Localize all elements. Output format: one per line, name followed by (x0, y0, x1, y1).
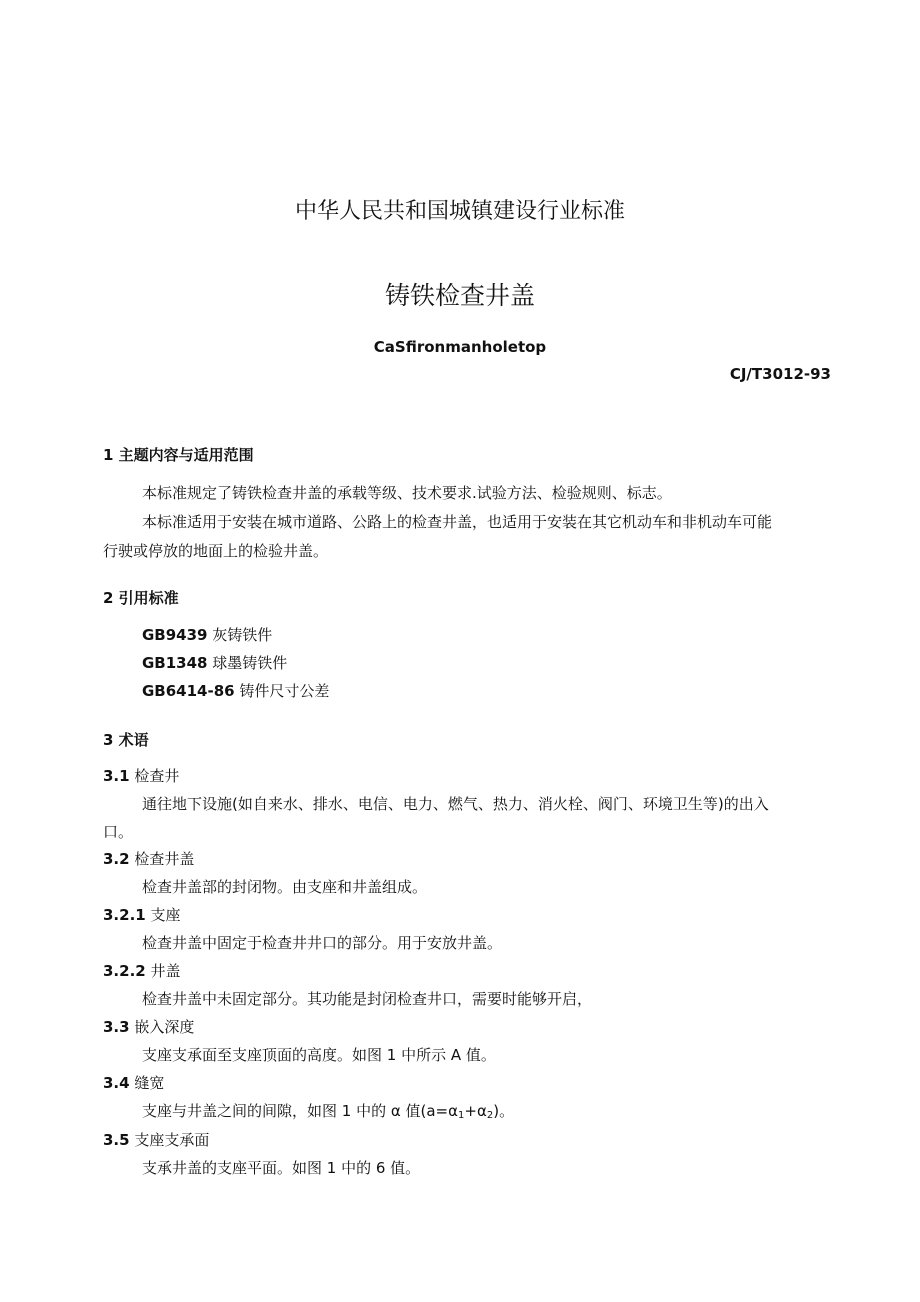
reference-code: GB9439 (142, 626, 208, 644)
term-number: 3.2.2 (103, 962, 146, 980)
subscript: 2 (486, 1110, 494, 1121)
term-number: 3.4 (103, 1074, 130, 1092)
term-number: 3.1 (103, 767, 130, 785)
definition-text: 支座与井盖之间的间隙，如图 1 中的 α 值(a=α (142, 1102, 459, 1120)
term-3-2-2-definition: 检查井盖中未固定部分。其功能是封闭检查井口，需要时能够开启， (142, 990, 593, 1008)
term-name: 检查井盖 (134, 850, 195, 868)
term-name: 缝宽 (134, 1074, 165, 1092)
term-3-1-definition-cont: 口。 (103, 823, 134, 841)
standard-number: CJ/T3012-93 (729, 365, 831, 383)
term-3-3-definition: 支座支承面至支座顶面的高度。如图 1 中所示 A 值。 (142, 1046, 496, 1064)
term-3-2 (103, 848, 194, 869)
term-number: 3.3 (103, 1018, 130, 1036)
section-2-heading: 2 引用标准 (103, 589, 179, 607)
reference-name: 灰铸铁件 (212, 626, 273, 644)
term-3-1-definition: 通往地下设施(如自来水、排水、电信、电力、燃气、热力、消火栓、阀门、环境卫生等)的出入 (142, 795, 769, 813)
reference-item (142, 624, 272, 645)
org-title: 中华人民共和国城镇建设行业标准 (294, 199, 625, 224)
english-title: CaSfironmanholetop (373, 338, 547, 356)
section-1-para-2-cont: 行驶或停放的地面上的检验井盖。 (103, 542, 329, 560)
term-name: 支座支承面 (134, 1131, 210, 1149)
term-3-2-1-definition: 检查井盖中固定于检查井井口的部分。用于安放井盖。 (142, 934, 503, 952)
definition-text: +α (464, 1102, 487, 1120)
reference-name: 铸件尺寸公差 (239, 682, 330, 700)
term-3-3 (103, 1016, 194, 1037)
section-1-heading: 1 主题内容与适用范围 (103, 446, 254, 464)
term-name: 井盖 (150, 962, 181, 980)
term-3-5 (103, 1129, 209, 1150)
term-number: 3.2 (103, 850, 130, 868)
term-3-2-1 (103, 904, 181, 925)
term-3-2-2 (103, 960, 181, 981)
term-number: 3.5 (103, 1131, 130, 1149)
term-3-1 (103, 765, 179, 786)
reference-name: 球墨铸铁件 (212, 654, 288, 672)
reference-code: GB6414-86 (142, 682, 235, 700)
section-1-para-1: 本标准规定了铸铁检查井盖的承载等级、技术要求.试验方法、检验规则、标志。 (142, 484, 672, 502)
section-3-heading: 3 术语 (103, 731, 149, 749)
term-name: 检查井 (134, 767, 180, 785)
reference-code: GB1348 (142, 654, 208, 672)
reference-item (142, 652, 287, 673)
term-3-4-definition (142, 1100, 514, 1121)
term-name: 嵌入深度 (134, 1018, 195, 1036)
subscript: 1 (458, 1110, 465, 1121)
term-number: 3.2.1 (103, 906, 146, 924)
term-3-4 (103, 1072, 164, 1093)
section-1-para-2: 本标准适用于安装在城市道路、公路上的检查井盖，也适用于安装在其它机动车和非机动车可能 (142, 513, 773, 531)
term-3-2-definition: 检查井盖部的封闭物。由支座和井盖组成。 (142, 878, 428, 896)
term-3-5-definition: 支承井盖的支座平面。如图 1 中的 6 值。 (142, 1159, 421, 1177)
reference-item (142, 680, 329, 701)
doc-title: 铸铁检查井盖 (384, 281, 535, 310)
definition-text: )。 (493, 1102, 515, 1120)
term-name: 支座 (150, 906, 181, 924)
